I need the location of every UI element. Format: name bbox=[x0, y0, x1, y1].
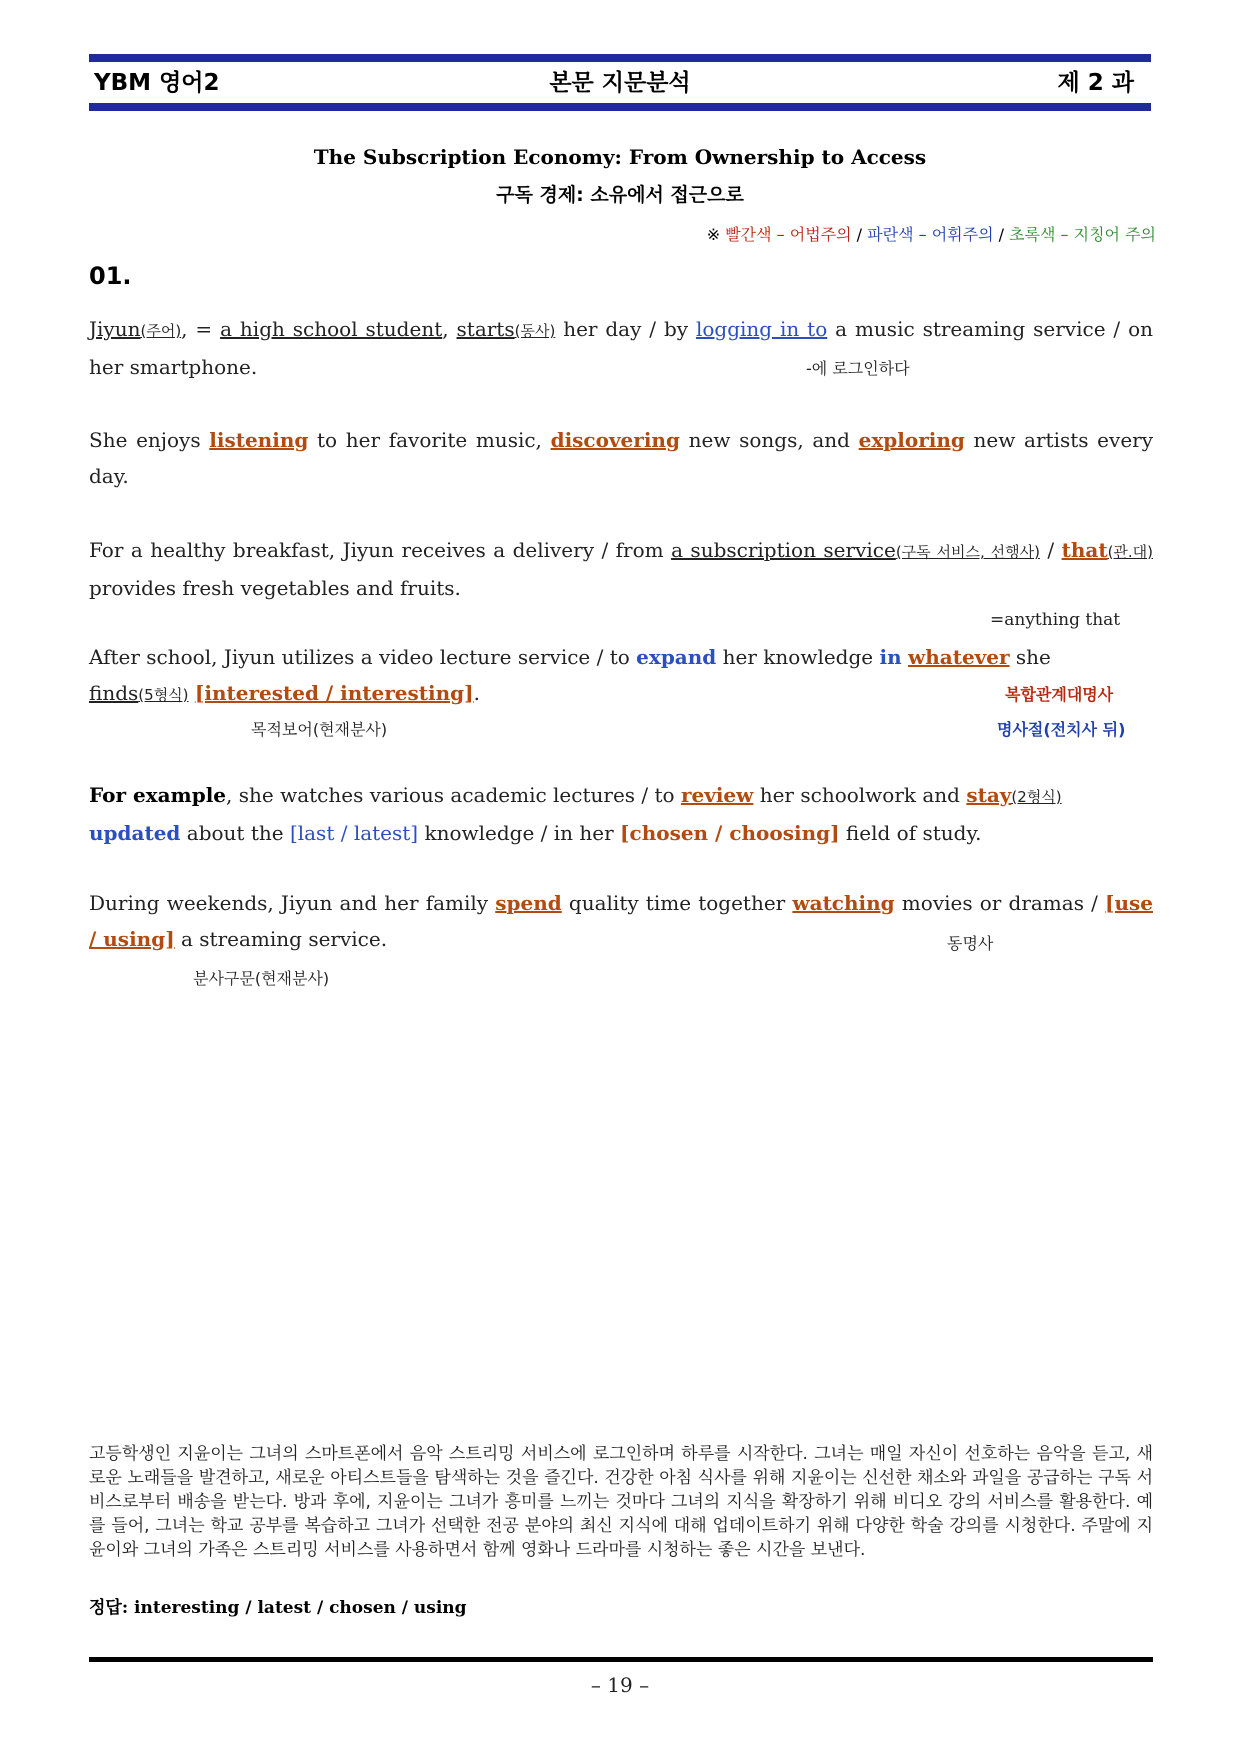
text-run: , bbox=[442, 317, 457, 341]
legend-green: 초록색 – 지칭어 주의 bbox=[1009, 225, 1156, 244]
korean-translation: 고등학생인 지윤이는 그녀의 스마트폰에서 음악 스트리밍 서비스에 로그인하며 하루를 시작한다. 그녀는 매일 자신이 선호하는 음악을 듣고, 새로운 노래들을 발견하고, 새로운 아티스트들을 탐색하는 것을 즐긴다. 건강한 아침 식사를 위해 지윤이는 신선한 채소와 과일을 공급하는 구독 서비스로부터 배송을 받는다. 방과 후에, 지윤이는 그녀가 흥미를 느끼는 것마다 그녀의 지식을 확장하기 위해 비디오 강의 서비스를 활용한다. 예를 들어, 그녀는 학교 공부를 복습하고 그녀가 선택한 전공 분야의 최신 지식에 대해 업데이트하기 위해 다양한 학술 강의를 시청한다. 주말에 지윤이와 그녀의 가족은 스트리밍 서비스를 사용하면서 함께 영화나 드라마를 시청하는 좋은 시간을 보낸다. bbox=[89, 1444, 1153, 1560]
appositive-phrase: a high school student bbox=[220, 317, 443, 341]
passage-title-korean: 구독 경제: 소유에서 접근으로 bbox=[496, 184, 744, 206]
header-section-title: 본문 지문분석 bbox=[549, 70, 691, 96]
vocab-highlight: in bbox=[879, 645, 902, 669]
legend-sep: / bbox=[851, 225, 868, 244]
text-run: she bbox=[1009, 645, 1051, 669]
grammar-highlight: whatever bbox=[907, 645, 1010, 669]
text-run: For a healthy breakfast, Jiyun receives a delivery / from bbox=[89, 538, 672, 562]
legend-sep: / bbox=[993, 225, 1010, 244]
legend-red: 빨간색 – 어법주의 bbox=[725, 225, 852, 244]
page-number: – 19 – bbox=[590, 1673, 650, 1697]
footer-rule bbox=[89, 1657, 1153, 1662]
choice-bracket: [chosen / choosing] bbox=[620, 821, 840, 845]
text-run: about the bbox=[180, 821, 290, 845]
text-run: / bbox=[1039, 538, 1062, 562]
grammar-highlight: discovering bbox=[550, 428, 680, 452]
grammar-highlight: exploring bbox=[858, 428, 965, 452]
subject-phrase: Jiyun bbox=[89, 317, 141, 341]
text-run: , she watches various academic lectures / to bbox=[226, 783, 681, 807]
note-login: -에 로그인하다 bbox=[806, 359, 910, 378]
text-run: During weekends, Jiyun and her family bbox=[89, 891, 496, 915]
header-lesson: 제 2 과 bbox=[1057, 70, 1134, 96]
grammar-highlight: stay bbox=[966, 783, 1012, 807]
header-bottom-rule bbox=[89, 103, 1151, 111]
paragraph-3 bbox=[89, 532, 1153, 606]
grammar-highlight: that bbox=[1061, 538, 1108, 562]
text-run: her day / by bbox=[555, 317, 696, 341]
paragraph-5 bbox=[89, 777, 1153, 851]
text-run: After school, Jiyun utilizes a video lecture service / to bbox=[89, 645, 637, 669]
grammar-highlight: listening bbox=[209, 428, 309, 452]
note-compound-relative: 복합관계대명사 bbox=[1005, 685, 1114, 704]
annotation: (구독 서비스, 선행사) bbox=[895, 543, 1040, 561]
text-run: provides fresh vegetables and fruits. bbox=[89, 576, 461, 600]
color-legend bbox=[707, 222, 1156, 245]
question-number: 01. bbox=[89, 262, 132, 290]
paragraph-2 bbox=[89, 422, 1153, 494]
text-run: new artists every day. bbox=[89, 428, 1154, 488]
note-participle: 분사구문(현재분사) bbox=[193, 969, 330, 988]
grammar-highlight: spend bbox=[495, 891, 562, 915]
text-run: to her favorite music, bbox=[308, 428, 551, 452]
text-run: movies or dramas / bbox=[894, 891, 1105, 915]
verb-phrase: starts bbox=[456, 317, 515, 341]
grammar-highlight: watching bbox=[792, 891, 895, 915]
text-run: new songs, and bbox=[679, 428, 859, 452]
legend-blue: 파란색 – 어휘주의 bbox=[867, 225, 994, 244]
annotation: (5형식) bbox=[138, 686, 189, 704]
text-run: She enjoys bbox=[89, 428, 210, 452]
grammar-highlight: review bbox=[680, 783, 754, 807]
antecedent-phrase: a subscription service bbox=[671, 538, 896, 562]
choice-bracket: [interested / interesting] bbox=[194, 681, 474, 705]
text-run: field of study. bbox=[839, 821, 982, 845]
note-noun-clause: 명사절(전치사 뒤) bbox=[997, 720, 1126, 739]
vocab-highlight: expand bbox=[636, 645, 717, 669]
verb-phrase: finds bbox=[89, 681, 139, 705]
discourse-marker: For example bbox=[89, 783, 227, 807]
answer-key: 정답: interesting / latest / chosen / using bbox=[89, 1598, 467, 1618]
vocab-highlight: logging in to bbox=[695, 317, 828, 341]
header-top-rule bbox=[89, 54, 1151, 62]
annotation: (2형식) bbox=[1011, 788, 1062, 806]
choice-bracket: [last / latest] bbox=[289, 821, 419, 845]
paragraph-1 bbox=[89, 311, 1153, 385]
legend-prefix: ※ bbox=[706, 225, 726, 244]
header-textbook: YBM 영어2 bbox=[94, 70, 220, 96]
annotation: (관.대) bbox=[1107, 543, 1154, 561]
note-gerund: 동명사 bbox=[947, 934, 994, 953]
text-run: a streaming service. bbox=[174, 927, 388, 951]
note-anything-that: =anything that bbox=[990, 610, 1121, 630]
annotation: (동사) bbox=[514, 322, 556, 340]
text-run: her knowledge bbox=[716, 645, 880, 669]
passage-title-english: The Subscription Economy: From Ownership to Access bbox=[313, 145, 927, 169]
note-object-complement: 목적보어(현재분사) bbox=[251, 720, 388, 739]
choice-bracket: [use / using] bbox=[89, 891, 1153, 951]
vocab-highlight: updated bbox=[89, 821, 181, 845]
text-run: . bbox=[473, 681, 480, 705]
text-run: a music streaming service / on her smartphone. bbox=[89, 317, 1153, 379]
annotation: (주어) bbox=[140, 322, 182, 340]
text-run: quality time together bbox=[561, 891, 793, 915]
text-run: , = bbox=[181, 317, 221, 341]
paragraph-6 bbox=[89, 885, 1153, 957]
text-run: knowledge / in her bbox=[418, 821, 621, 845]
text-run: her schoolwork and bbox=[753, 783, 967, 807]
paragraph-4 bbox=[89, 639, 1153, 713]
